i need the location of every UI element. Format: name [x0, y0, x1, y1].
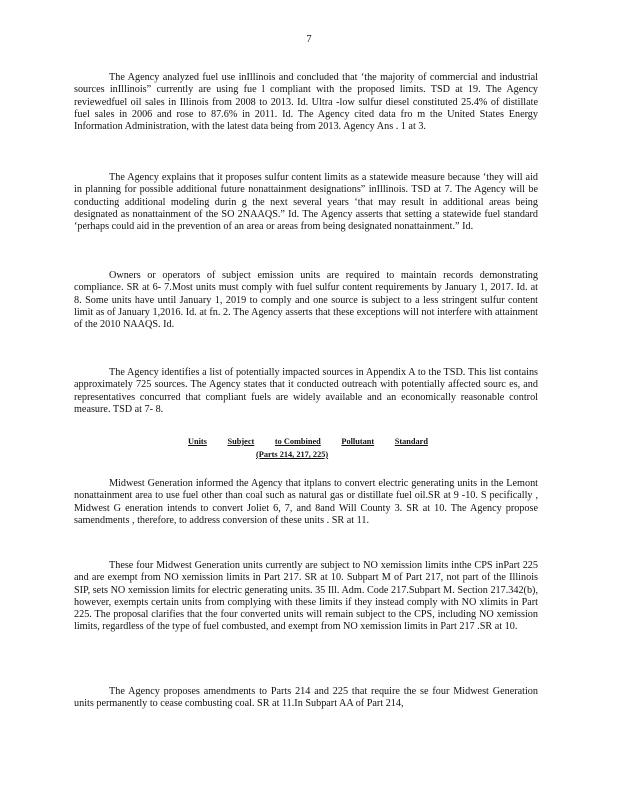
- page-number: 7: [306, 34, 312, 45]
- section-heading-parts: (Parts 214, 217, 225): [256, 450, 329, 459]
- paragraph-midwest-generation: Midwest Generation informed the Agency that itplans to convert electric generating units in the Lemont nonattainment area to use fuel other than coal such as natural gas or distillate fuel oil.SR at 9 -10. S pecifically , Midwest G eneration intends to convert Joliet 6, 7, and 8and Will County 3. SR at 10. The Agency propose samendments , therefore, to address conversion of these units . SR at 11.: [74, 478, 538, 526]
- heading-units: Units: [188, 437, 207, 446]
- heading-subject: Subject: [227, 437, 255, 446]
- section-heading: [188, 437, 428, 446]
- heading-to-combined: to Combined: [274, 437, 321, 446]
- paragraph-impacted-sources: The Agency identifies a list of potentially impacted sources in Appendix A to the TSD. This list contains approximately 725 sources. The Agency states that it conducted outreach with potentially affected sourc es, and representatives concurred that compliant fuels are widely available and an economically reasonable control measure. TSD at 7- 8.: [74, 367, 538, 415]
- paragraph-nox-limits: These four Midwest Generation units currently are subject to NO xemission limits inthe CPS inPart 225 and are exempt from NO xemission limits in Part 217. SR at 10. Subpart M of Part 217, not part of the Illinois SIP, sets NO xemission limits for electric generating units. 35 Ill. Adm. Code 217.Subpart M. Section 217.342(b), however, exempts certain units from complying with these limits if they instead comply with NO xlimits in Part 225. The proposal clarifies that the four converted units will remain subject to the CPS, including NO xemission limits, regardless of the type of fuel combusted, and exempt from NO xemission limits in Part 217 .SR at 10.: [74, 560, 538, 633]
- paragraph-recordkeeping: Owners or operators of subject emission units are required to maintain records demonstrating compliance. SR at 6- 7.Most units must comply with fuel sulfur content requirements by January 1, 2017. Id. at 8. Some units have until January 1, 2019 to comply and one source is subject to a less stringent sulfur content limit as of January 1,2016. Id. at fn. 2. The Agency asserts that these exceptions will not interfere with attainment of the 2010 NAAQS. Id.: [74, 270, 538, 331]
- heading-standard: Standard: [394, 437, 428, 446]
- paragraph-statewide-measure: The Agency explains that it proposes sulfur content limits as a statewide measure because ‘they will aid in planning for possible additional future nonattainment designations” inIllinois. TSD at 7. The Agency will be conducting additional modeling durin g the next several years ‘that may result in additional areas being designated as nonattainment of the SO 2NAAQS.” Id. The Agency asserts that setting a statewide fuel standard ‘perhaps could aid in the prevention of an area or areas from being designated nonattainment.” Id.: [74, 172, 538, 233]
- paragraph-fuel-use: The Agency analyzed fuel use inIllinois and concluded that ‘the majority of commercial and industrial sources inIllinois” currently are using fue l compliant with the proposed limits. TSD at 19. The Agency reviewedfuel oil sales in Illinois from 2008 to 2013. Id. Ultra -low sulfur diesel constituted 25.4% of distillate fuel sales in 2006 and rose to 87.6% in 2011. Id. The Agency cited data fro m the United States Energy Information Administration, with the latest data being from 2013. Agency Ans . 1 at 3.: [74, 72, 538, 133]
- paragraph-amendments: The Agency proposes amendments to Parts 214 and 225 that require the se four Midwest Generation units permanently to cease combusting coal. SR at 11.In Subpart AA of Part 214,: [74, 686, 538, 710]
- heading-pollutant: Pollutant: [341, 437, 375, 446]
